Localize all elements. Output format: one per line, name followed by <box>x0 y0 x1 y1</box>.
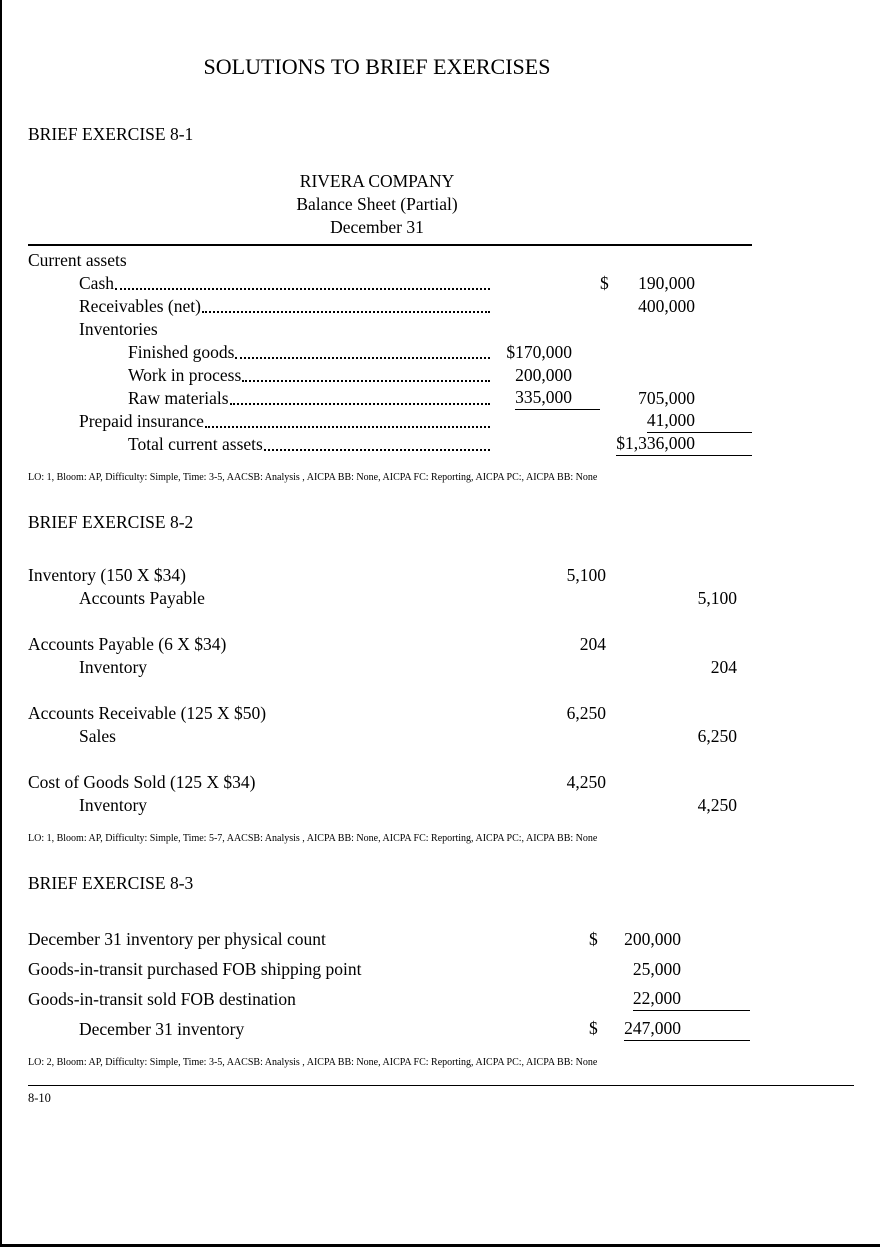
credit-amount: 204 <box>710 657 737 677</box>
row-label: Work in process <box>128 365 242 385</box>
computation-row <box>28 1011 750 1041</box>
underline-tail <box>695 341 752 364</box>
company-name: RIVERA COMPANY <box>299 171 455 191</box>
amount-value: 335,000 <box>515 386 572 410</box>
credit-amount: 4,250 <box>697 795 737 815</box>
row-label: Finished goods <box>128 342 235 362</box>
dot-leader <box>128 266 490 267</box>
footnote: LO: 2, Bloom: AP, Difficulty: Simple, Time: 3-5, AACSB: Analysis , AICPA BB: None, AICPA FC: Reporting, AICPA PC:, AICPA BB: None <box>28 1057 598 1068</box>
row-label: December 31 inventory per physical count <box>28 929 326 949</box>
amount-value: 200,000 <box>624 929 681 949</box>
currency-symbol: $ <box>600 273 609 293</box>
underline-tail <box>681 1018 750 1041</box>
inventory-computation <box>28 921 750 1041</box>
row-label: Goods-in-transit purchased FOB shipping point <box>28 959 362 979</box>
underline-tail <box>681 928 750 951</box>
page-number: 8-10 <box>28 1091 51 1105</box>
balance-sheet-row <box>28 364 752 387</box>
amount-value: 247,000 <box>624 1017 681 1041</box>
header-rule <box>28 244 752 246</box>
journal-entry <box>28 771 737 817</box>
account-label: Inventory <box>79 657 148 677</box>
credit-line <box>28 725 737 748</box>
dot-leader <box>202 311 490 313</box>
underline-tail <box>695 410 752 433</box>
underline-tail <box>695 433 752 456</box>
footnote: LO: 1, Bloom: AP, Difficulty: Simple, Time: 3-5, AACSB: Analysis , AICPA BB: None, AICPA FC: Reporting, AICPA PC:, AICPA BB: None <box>28 472 598 483</box>
row-label: Prepaid insurance <box>79 411 204 431</box>
underline-tail <box>695 249 752 272</box>
computation-row <box>28 921 750 951</box>
debit-line <box>28 771 737 794</box>
row-label: December 31 inventory <box>79 1019 245 1039</box>
row-label: Receivables (net) <box>79 296 201 316</box>
section-heading-8-3: BRIEF EXERCISE 8-3 <box>28 873 194 893</box>
dot-leader <box>205 426 490 428</box>
balance-sheet <box>28 249 752 456</box>
amount-col1 <box>492 386 572 410</box>
column-gap <box>572 433 600 456</box>
column-gap <box>572 387 600 410</box>
row-label: Goods-in-transit sold FOB destination <box>28 989 296 1009</box>
amount-cell <box>589 987 681 1011</box>
amount-cell <box>589 958 681 981</box>
statement-date: December 31 <box>330 217 424 237</box>
debit-amount: 4,250 <box>566 772 606 792</box>
debit-line <box>28 702 737 725</box>
amount-value: 400,000 <box>638 296 695 316</box>
underline-tail <box>695 387 752 410</box>
account-label: Accounts Receivable (125 X $50) <box>28 703 267 723</box>
credit-line <box>28 587 737 610</box>
amount-value: 41,000 <box>647 409 695 433</box>
underline-tail <box>695 295 752 318</box>
underline-tail <box>681 988 750 1011</box>
balance-sheet-row <box>28 249 752 272</box>
underline-tail <box>695 318 752 341</box>
dot-leader <box>242 380 490 382</box>
balance-sheet-row <box>28 295 752 318</box>
row-label: Current assets <box>28 250 127 270</box>
account-label: Cost of Goods Sold (125 X $34) <box>28 772 256 792</box>
amount-value: 200,000 <box>515 365 572 385</box>
amount-col1 <box>492 341 572 364</box>
amount-value: 190,000 <box>638 273 695 293</box>
row-label: Total current assets <box>128 434 263 454</box>
column-gap <box>606 771 737 794</box>
dot-leader <box>159 335 490 336</box>
amount-cell <box>589 1017 681 1041</box>
debit-line <box>28 564 737 587</box>
account-label: Sales <box>79 726 116 746</box>
journal-entries <box>28 564 737 817</box>
debit-amount: 5,100 <box>566 565 606 585</box>
column-gap <box>572 410 600 433</box>
amount-value: $1,336,000 <box>616 432 695 456</box>
amount-value: 705,000 <box>638 388 695 408</box>
footnote: LO: 1, Bloom: AP, Difficulty: Simple, Time: 5-7, AACSB: Analysis , AICPA BB: None, AICPA FC: Reporting, AICPA PC:, AICPA BB: None <box>28 833 598 844</box>
account-label: Accounts Payable (6 X $34) <box>28 634 227 654</box>
debit-amount: 204 <box>579 634 606 654</box>
amount-col2 <box>600 272 695 295</box>
page-title: SOLUTIONS TO BRIEF EXERCISES <box>203 54 551 79</box>
column-gap <box>606 702 737 725</box>
column-gap <box>572 295 600 318</box>
dot-leader <box>115 288 490 290</box>
amount-value: 25,000 <box>632 959 681 979</box>
currency-symbol: $ <box>589 1018 598 1038</box>
balance-sheet-row <box>28 410 752 433</box>
credit-line <box>28 794 737 817</box>
underline-tail <box>695 272 752 295</box>
column-gap <box>606 633 737 656</box>
balance-sheet-row <box>28 272 752 295</box>
account-label: Inventory <box>79 795 148 815</box>
amount-cell <box>589 928 681 951</box>
account-label: Inventory (150 X $34) <box>28 565 186 585</box>
dot-leader <box>230 403 490 405</box>
debit-line <box>28 633 737 656</box>
row-label: Cash <box>79 273 114 293</box>
statement-header <box>2 170 752 239</box>
journal-entry <box>28 633 737 679</box>
amount-value: 22,000 <box>633 987 681 1011</box>
currency-symbol: $ <box>589 929 598 949</box>
row-label: Raw materials <box>128 388 229 408</box>
footer-rule <box>28 1085 854 1086</box>
journal-entry <box>28 564 737 610</box>
debit-amount: 6,250 <box>566 703 606 723</box>
balance-sheet-row <box>28 341 752 364</box>
column-gap <box>606 564 737 587</box>
account-label: Accounts Payable <box>79 588 205 608</box>
column-gap <box>572 318 600 341</box>
balance-sheet-row <box>28 387 752 410</box>
computation-row <box>28 951 750 981</box>
column-gap <box>572 272 600 295</box>
column-gap <box>572 364 600 387</box>
row-label: Inventories <box>79 319 158 339</box>
amount-value: $170,000 <box>506 342 572 362</box>
dot-leader <box>235 357 490 359</box>
amount-col2 <box>600 387 695 410</box>
computation-row <box>28 981 750 1011</box>
statement-title: Balance Sheet (Partial) <box>296 194 458 214</box>
credit-line <box>28 656 737 679</box>
credit-amount: 5,100 <box>697 588 737 608</box>
dot-leader <box>264 449 490 451</box>
balance-sheet-row <box>28 433 752 456</box>
column-gap <box>572 341 600 364</box>
section-heading-8-1: BRIEF EXERCISE 8-1 <box>28 124 194 144</box>
underline-tail <box>695 364 752 387</box>
underline-tail <box>681 958 750 981</box>
column-gap <box>572 249 600 272</box>
amount-col2 <box>600 295 695 318</box>
journal-entry <box>28 702 737 748</box>
amount-col1 <box>492 364 572 387</box>
amount-col2 <box>600 409 695 433</box>
amount-col2 <box>600 432 695 456</box>
balance-sheet-row <box>28 318 752 341</box>
section-heading-8-2: BRIEF EXERCISE 8-2 <box>28 512 194 532</box>
credit-amount: 6,250 <box>697 726 737 746</box>
